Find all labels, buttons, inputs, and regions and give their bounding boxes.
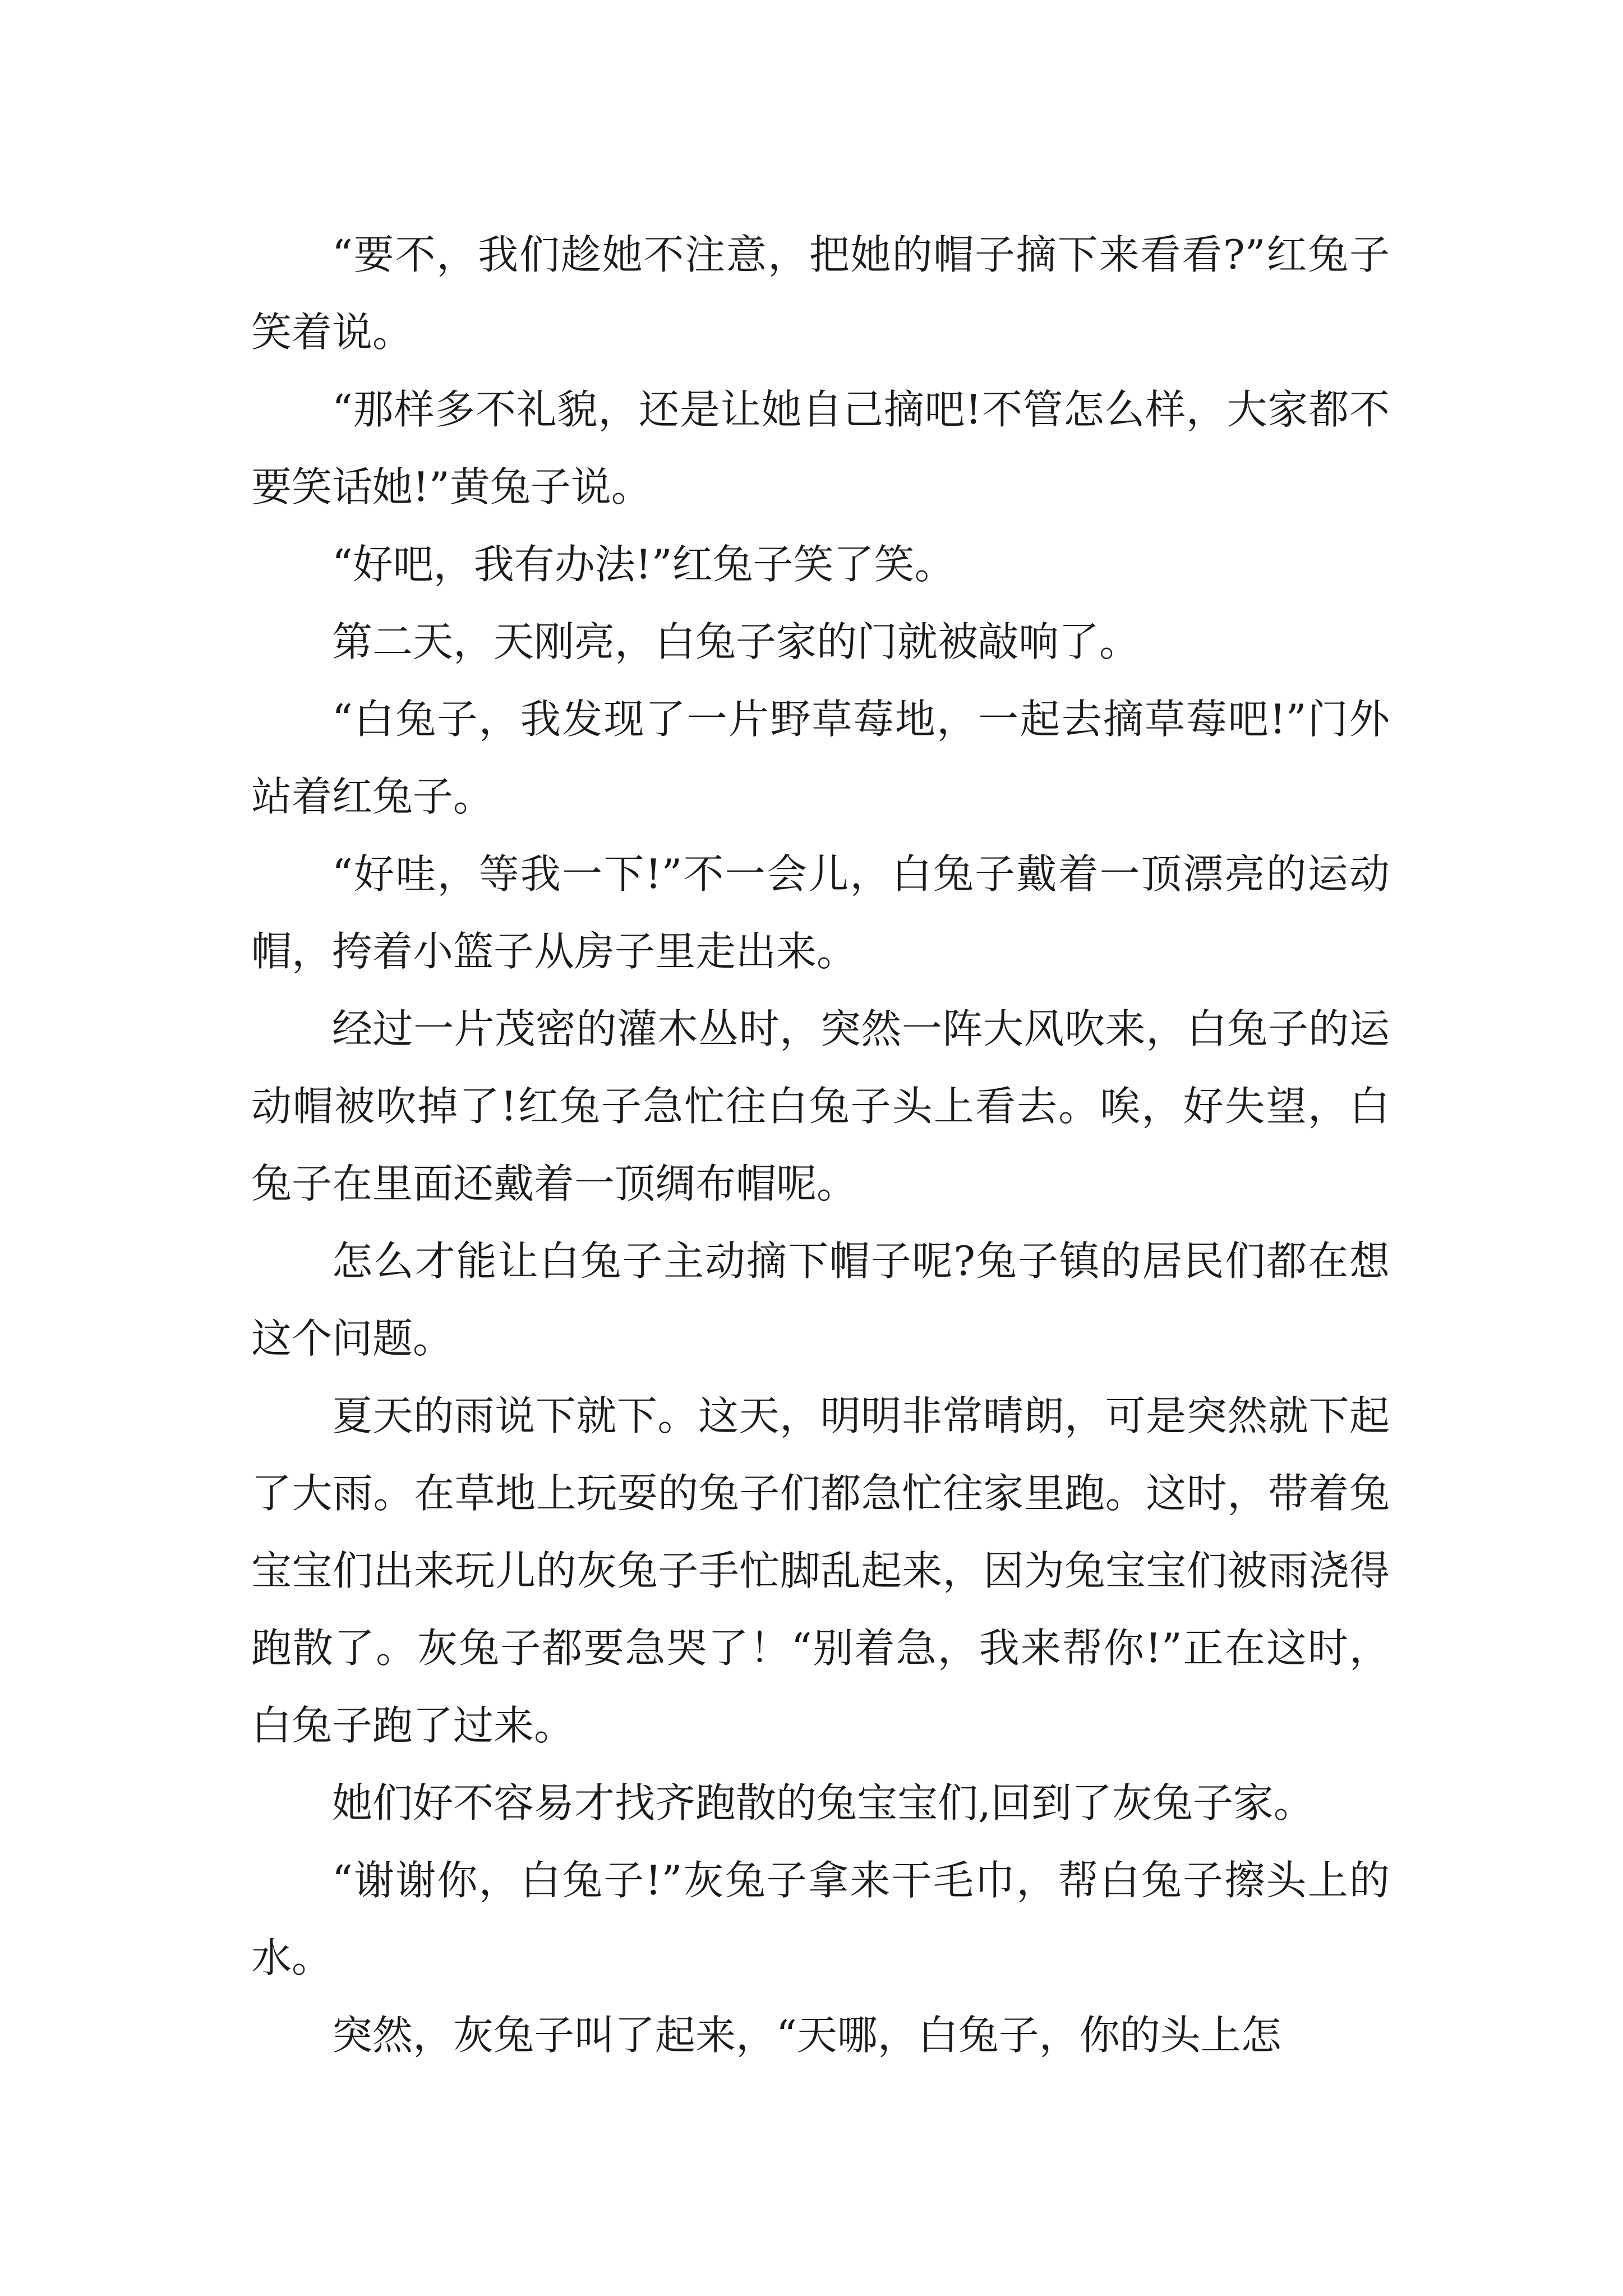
paragraph: 第二天，天刚亮，白兔子家的门就被敲响了。 <box>332 618 1140 665</box>
paragraph: 经过一片茂密的灌木丛时，突然一阵大风吹来，白兔子的运动帽被吹掉了!红兔子急忙往白兔子头上看去。唉，好失望，白兔子在里面还戴着一顶绸布帽呢。 <box>251 1005 1390 1207</box>
paragraph: “要不，我们趁她不注意，把她的帽子摘下来看看?”红兔子笑着说。 <box>251 231 1390 356</box>
paragraph: “好哇，等我一下!”不一会儿，白兔子戴着一顶漂亮的运动帽，挎着小篮子从房子里走出来。 <box>251 850 1390 975</box>
paragraph: 她们好不容易才找齐跑散的兔宝宝们,回到了灰兔子家。 <box>332 1779 1314 1826</box>
body-text <box>251 216 1390 2074</box>
paragraph: 夏天的雨说下就下。这天，明明非常晴朗，可是突然就下起了大雨。在草地上玩耍的兔子们都急忙往家里跑。这时，带着兔宝宝们出来玩儿的灰兔子手忙脚乱起来，因为兔宝宝们被雨浇得跑散了。灰兔子都要急哭了！“别着急，我来帮你!”正在这时，白兔子跑了过来。 <box>251 1392 1390 1749</box>
paragraph: 突然，灰兔子叫了起来，“天哪，白兔子，你的头上怎 <box>332 2012 1281 2059</box>
paragraph: “那样多不礼貌，还是让她自己摘吧!不管怎么样，大家都不要笑话她!”黄兔子说。 <box>251 386 1390 510</box>
paragraph: “白兔子，我发现了一片野草莓地，一起去摘草莓吧!”门外站着红兔子。 <box>251 696 1390 820</box>
paragraph: “谢谢你，白兔子!”灰兔子拿来干毛巾，帮白兔子擦头上的水。 <box>251 1857 1390 1981</box>
paragraph: 怎么才能让白兔子主动摘下帽子呢?兔子镇的居民们都在想这个问题。 <box>251 1237 1390 1362</box>
paragraph: “好吧，我有办法!”红兔子笑了笑。 <box>332 541 955 588</box>
